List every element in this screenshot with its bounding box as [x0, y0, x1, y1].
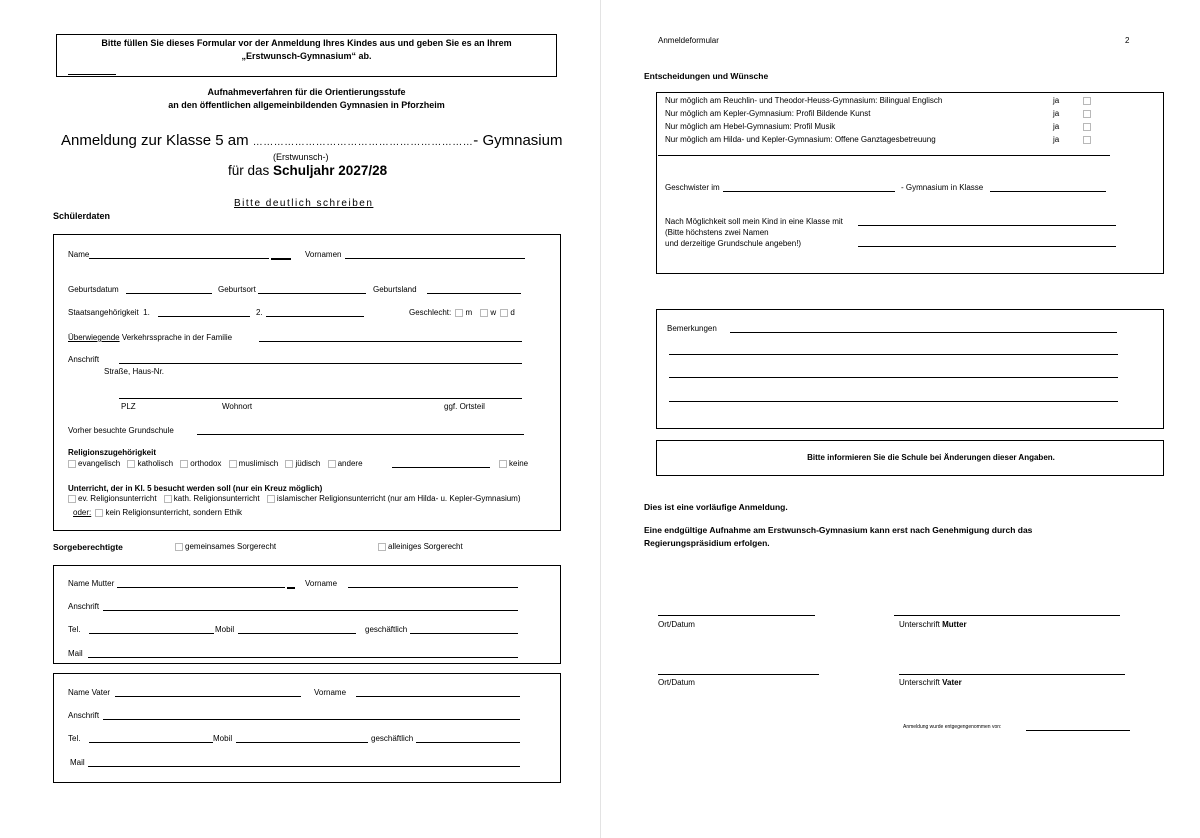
- father-mail-field[interactable]: [88, 766, 520, 767]
- language-label-rest: Verkehrssprache in der Familie: [119, 333, 233, 342]
- father-business-label: geschäftlich: [371, 734, 414, 743]
- remarks-label: Bemerkungen: [667, 324, 717, 333]
- option-4-ja-label: ja: [1053, 135, 1060, 144]
- option-4-ja: [1053, 135, 1093, 144]
- mother-tel-label: Tel.: [68, 625, 81, 634]
- remarks-field-1[interactable]: [730, 332, 1117, 333]
- nationality-first-label: 1.: [143, 308, 150, 317]
- religion-kath-label: katholisch: [137, 459, 174, 468]
- classmate-wish-label-1: Nach Möglichkeit soll mein Kind in eine Klasse mit: [665, 217, 843, 226]
- final-note-line-1: Eine endgültige Aufnahme am Erstwunsch-Gymnasium kann erst nach Genehmigung durch das: [644, 525, 1033, 535]
- subject-kath-label: kath. Religionsunterricht: [173, 494, 260, 503]
- subject-ev-label: ev. Religionsunterricht: [78, 494, 157, 503]
- religion-none-checkbox[interactable]: [499, 460, 507, 468]
- school-year-prefix: für das: [228, 163, 274, 178]
- ethics-label: kein Religionsunterricht, sondern Ethik: [105, 508, 242, 517]
- language-label: [68, 333, 232, 342]
- option-1-text: Nur möglich am Reuchlin- und Theodor-Heuss-Gymnasium: Bilingual Englisch: [665, 96, 943, 105]
- option-4-checkbox[interactable]: [1083, 136, 1091, 144]
- provisional-note: Dies ist eine vorläufige Anmeldung.: [644, 502, 788, 512]
- birthplace-label: Geburtsort: [218, 285, 256, 294]
- street-field[interactable]: [119, 363, 522, 364]
- remarks-field-4[interactable]: [669, 401, 1118, 402]
- vornamen-field[interactable]: [345, 258, 525, 259]
- instruction-line-2: „Erstwunsch-Gymnasium“ ab.: [241, 51, 372, 61]
- primary-school-label: Vorher besuchte Grundschule: [68, 426, 174, 435]
- gender-group: [409, 308, 515, 317]
- religion-other-field[interactable]: [392, 467, 490, 468]
- option-2-text: Nur möglich am Kepler-Gymnasium: Profil Bildende Kunst: [665, 109, 871, 118]
- father-address-field[interactable]: [103, 719, 520, 720]
- sole-custody-checkbox[interactable]: [378, 543, 386, 551]
- mother-business-label: geschäftlich: [365, 625, 408, 634]
- father-address-label: Anschrift: [68, 711, 100, 720]
- religion-other-label: andere: [337, 459, 363, 468]
- mother-vorname-label: Vorname: [305, 579, 338, 588]
- remarks-field-2[interactable]: [669, 354, 1118, 355]
- siblings-class-label: - Gymnasium in Klasse: [901, 183, 984, 192]
- registration-heading-suffix: - Gymnasium: [473, 132, 563, 149]
- mother-business-field[interactable]: [410, 633, 518, 634]
- option-1-ja-label: ja: [1053, 96, 1060, 105]
- procedure-title: Aufnahmeverfahren für die Orientierungsstufe: [207, 87, 406, 97]
- option-2-ja-label: ja: [1053, 109, 1060, 118]
- ethics-option: [73, 508, 242, 517]
- student-section-title: Schülerdaten: [53, 211, 111, 221]
- write-clearly-note: Bitte deutlich schreiben: [234, 198, 374, 209]
- father-tel-label: Tel.: [68, 734, 81, 743]
- nationality-field-2[interactable]: [266, 316, 364, 317]
- zip-hint: PLZ: [121, 402, 136, 411]
- name-field-end: [271, 258, 291, 260]
- registration-heading: [61, 132, 562, 149]
- joint-custody-option: [173, 542, 276, 551]
- religion-orth-label: orthodox: [190, 459, 222, 468]
- final-note-line-2: Regierungspräsidium erfolgen.: [644, 538, 770, 548]
- religion-other-checkbox[interactable]: [328, 460, 336, 468]
- mother-signature-field[interactable]: [894, 615, 1120, 616]
- name-label: Name: [68, 250, 90, 259]
- mother-signature-label: [899, 620, 967, 629]
- page-header-title: Anmeldeformular: [658, 36, 719, 45]
- sole-custody-option: [376, 542, 463, 551]
- father-mobile-label: Mobil: [213, 734, 233, 743]
- father-signature-role: Vater: [942, 678, 962, 687]
- class-subject-options: [66, 494, 521, 503]
- vornamen-label: Vornamen: [305, 250, 342, 259]
- religion-none-group: [497, 459, 528, 468]
- subject-ev-checkbox[interactable]: [68, 495, 76, 503]
- religion-title: Religionszugehörigkeit: [68, 448, 157, 457]
- option-2-ja: [1053, 109, 1093, 118]
- father-signature-label: [899, 678, 962, 687]
- mother-tel-field[interactable]: [89, 633, 214, 634]
- inform-note: Bitte informieren Sie die Schule bei Änderungen dieser Angaben.: [807, 453, 1055, 462]
- form-page-2: [601, 0, 1200, 838]
- procedure-subtitle: an den öffentlichen allgemeinbildenden Gymnasien in Pforzheim: [168, 100, 445, 110]
- mother-name-label: Name Mutter: [68, 579, 115, 588]
- gender-d-checkbox[interactable]: [500, 309, 508, 317]
- school-year-value: Schuljahr 2027/28: [273, 163, 388, 178]
- option-1-checkbox[interactable]: [1083, 97, 1091, 105]
- siblings-label: Geschwister im: [665, 183, 720, 192]
- page-number: 2: [1125, 36, 1130, 45]
- birthplace-field[interactable]: [258, 293, 366, 294]
- father-name-field[interactable]: [115, 696, 301, 697]
- classmate-wish-label-2: (Bitte höchstens zwei Namen: [665, 228, 769, 237]
- class-subject-title: Unterricht, der in Kl. 5 besucht werden soll (nur ein Kreuz möglich): [68, 484, 323, 493]
- school-year-line: [228, 163, 387, 178]
- address-label: Anschrift: [68, 355, 100, 364]
- primary-school-field[interactable]: [197, 434, 524, 435]
- instruction-underline-short: [68, 74, 116, 75]
- mother-signature-role: Mutter: [942, 620, 967, 629]
- gender-w-label: w: [490, 308, 497, 317]
- religion-musl-checkbox[interactable]: [229, 460, 237, 468]
- ethics-oder-label: oder:: [73, 508, 92, 517]
- mother-mobile-label: Mobil: [215, 625, 235, 634]
- subject-islam-label: islamischer Religionsunterricht (nur am Hilda- u. Kepler-Gymnasium): [276, 494, 521, 503]
- option-2-checkbox[interactable]: [1083, 110, 1091, 118]
- instruction-line-1: Bitte füllen Sie dieses Formular vor der Anmeldung Ihres Kindes aus und geben Sie es an Ihrem: [101, 38, 512, 48]
- remarks-box: [656, 309, 1164, 429]
- gender-d-label: d: [510, 308, 515, 317]
- classmate-wish-label-3: und derzeitige Grundschule angeben!): [665, 239, 802, 248]
- father-vorname-label: Vorname: [314, 688, 347, 697]
- religion-none-label: keine: [509, 459, 529, 468]
- mother-mail-label: Mail: [68, 649, 83, 658]
- gender-m-label: m: [465, 308, 473, 317]
- mother-vorname-field[interactable]: [348, 587, 518, 588]
- gender-w-checkbox[interactable]: [480, 309, 488, 317]
- option-3-ja-label: ja: [1053, 122, 1060, 131]
- religion-musl-label: muslimisch: [238, 459, 279, 468]
- father-mobile-field[interactable]: [236, 742, 368, 743]
- joint-custody-checkbox[interactable]: [175, 543, 183, 551]
- option-4-text: Nur möglich am Hilda- und Kepler-Gymnasium: Offene Ganztagesbetreuung: [665, 135, 936, 144]
- religion-kath-checkbox[interactable]: [127, 460, 135, 468]
- mother-mobile-field[interactable]: [238, 633, 356, 634]
- nationality-text: Staatsangehörigkeit: [68, 308, 139, 317]
- religion-ev-label: evangelisch: [78, 459, 121, 468]
- father-signature-prefix: Unterschrift: [899, 678, 943, 687]
- city-hint: Wohnort: [222, 402, 253, 411]
- father-tel-field[interactable]: [89, 742, 213, 743]
- ethics-checkbox[interactable]: [95, 509, 103, 517]
- decisions-title: Entscheidungen und Wünsche: [644, 71, 769, 81]
- joint-custody-label: gemeinsames Sorgerecht: [185, 542, 277, 551]
- registration-heading-dots[interactable]: ………………………………………………………: [252, 137, 474, 148]
- siblings-class-field[interactable]: [990, 191, 1106, 192]
- accepted-by-field[interactable]: [1026, 730, 1130, 731]
- classmate-wish-field-1[interactable]: [858, 225, 1116, 226]
- remarks-field-3[interactable]: [669, 377, 1118, 378]
- gender-label: Geschlecht:: [409, 308, 452, 317]
- registration-heading-prefix: Anmeldung zur Klasse 5 am: [61, 132, 249, 149]
- district-hint: ggf. Ortsteil: [444, 402, 485, 411]
- father-mail-label: Mail: [70, 758, 85, 767]
- birthdate-field[interactable]: [126, 293, 212, 294]
- subject-kath-checkbox[interactable]: [164, 495, 172, 503]
- father-vorname-field[interactable]: [356, 696, 520, 697]
- religion-ev-checkbox[interactable]: [68, 460, 76, 468]
- mother-place-date-label: Ort/Datum: [658, 620, 695, 629]
- religion-options: [66, 459, 363, 468]
- guardians-title: Sorgeberechtigte: [53, 542, 123, 552]
- mother-place-date-field[interactable]: [658, 615, 815, 616]
- subject-islam-checkbox[interactable]: [267, 495, 275, 503]
- birthcountry-field[interactable]: [427, 293, 521, 294]
- nationality-second-label: 2.: [256, 308, 263, 317]
- street-hint: Straße, Haus-Nr.: [104, 367, 165, 376]
- city-field[interactable]: [119, 398, 522, 399]
- erstwunsch-hint: (Erstwunsch-): [273, 152, 329, 162]
- mother-name-field[interactable]: [117, 587, 285, 588]
- father-place-date-field[interactable]: [658, 674, 819, 675]
- birthdate-label: Geburtsdatum: [68, 285, 119, 294]
- language-label-underlined: Überwiegende: [68, 333, 120, 342]
- birthcountry-label: Geburtsland: [373, 285, 417, 294]
- name-field[interactable]: [89, 258, 269, 259]
- mother-address-label: Anschrift: [68, 602, 100, 611]
- father-business-field[interactable]: [416, 742, 520, 743]
- siblings-school-field[interactable]: [723, 191, 895, 192]
- option-3-ja: [1053, 122, 1093, 131]
- nationality-label: [68, 308, 150, 317]
- option-1-ja: [1053, 96, 1093, 105]
- classmate-wish-field-2[interactable]: [858, 246, 1116, 247]
- mother-mail-field[interactable]: [88, 657, 518, 658]
- religion-jued-checkbox[interactable]: [285, 460, 293, 468]
- option-3-text: Nur möglich am Hebel-Gymnasium: Profil Musik: [665, 122, 836, 131]
- option-3-checkbox[interactable]: [1083, 123, 1091, 131]
- father-place-date-label: Ort/Datum: [658, 678, 695, 687]
- options-separator: [658, 155, 1110, 156]
- father-name-label: Name Vater: [68, 688, 111, 697]
- gender-m-checkbox[interactable]: [455, 309, 463, 317]
- mother-signature-prefix: Unterschrift: [899, 620, 943, 629]
- mother-address-field[interactable]: [103, 610, 518, 611]
- nationality-field-1[interactable]: [158, 316, 250, 317]
- mother-name-field-end: [287, 587, 295, 589]
- accepted-by-label: Anmeldung wurde entgegengenommen von:: [903, 724, 1002, 730]
- father-signature-field[interactable]: [899, 674, 1125, 675]
- sole-custody-label: alleiniges Sorgerecht: [388, 542, 463, 551]
- religion-orth-checkbox[interactable]: [180, 460, 188, 468]
- religion-jued-label: jüdisch: [295, 459, 321, 468]
- language-field[interactable]: [259, 341, 522, 342]
